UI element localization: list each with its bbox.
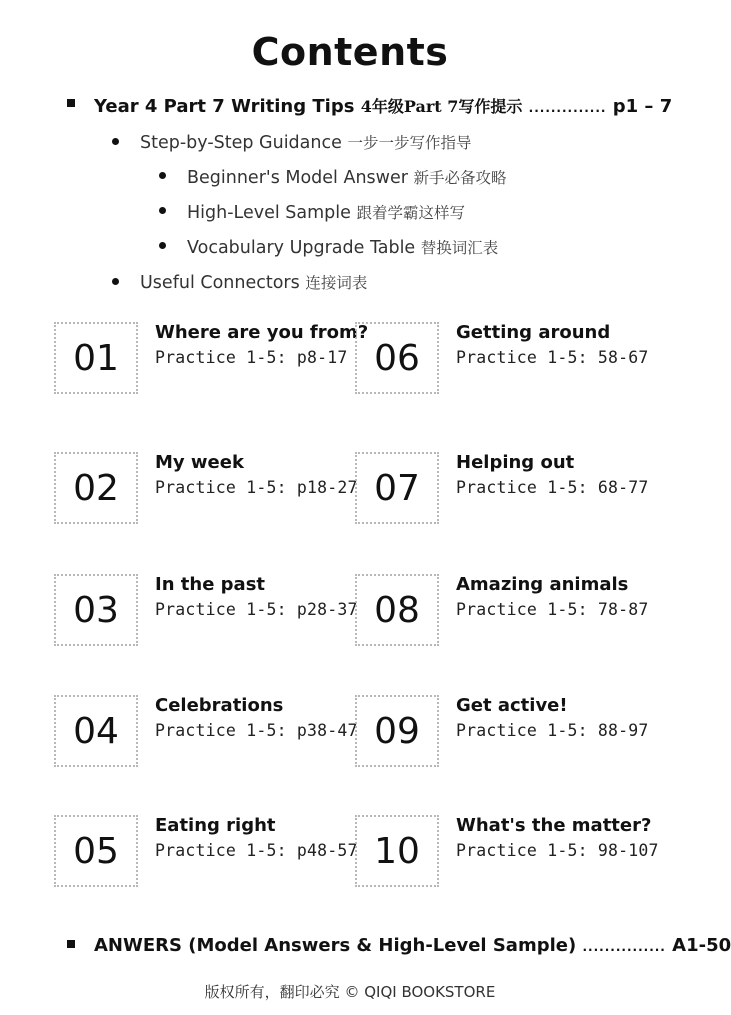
toc-sub1-item-en: High-Level Sample (187, 203, 351, 223)
dot-bullet-icon (112, 138, 119, 145)
dot-bullet-icon (159, 172, 166, 179)
unit-title: What's the matter? (456, 815, 652, 836)
toc-sub1-item-zh: 新手必备攻略 (413, 169, 507, 187)
unit-pages: Practice 1-5: 88-97 (456, 721, 649, 740)
copyright-notice: 版权所有，翻印必究 © QIQI BOOKSTORE (204, 983, 496, 1001)
unit-entry[interactable] (54, 815, 358, 895)
unit-number-box: 02 (54, 452, 138, 524)
unit-entry[interactable] (54, 322, 369, 402)
toc-sub1-item[interactable] (187, 201, 465, 223)
square-bullet-icon (67, 99, 75, 107)
unit-number-box: 10 (355, 815, 439, 887)
unit-number-box: 05 (54, 815, 138, 887)
toc-sub1-item[interactable] (187, 166, 507, 188)
unit-pages: Practice 1-5: p28-37 (155, 600, 358, 619)
unit-title: Celebrations (155, 695, 284, 716)
unit-number-box: 06 (355, 322, 439, 394)
unit-number-box: 03 (54, 574, 138, 646)
unit-title: Get active! (456, 695, 568, 716)
toc-main-entry[interactable] (94, 94, 672, 117)
toc-sub1-item[interactable] (187, 236, 498, 258)
unit-pages: Practice 1-5: p8-17 (155, 348, 348, 367)
unit-title: Eating right (155, 815, 276, 836)
toc-answers-leader: ............... (582, 940, 666, 954)
unit-title: Getting around (456, 322, 611, 343)
toc-sub1-item-en: Vocabulary Upgrade Table (187, 238, 416, 258)
toc-sub1-item-zh: 替换词汇表 (420, 239, 499, 257)
square-bullet-icon (67, 940, 75, 948)
toc-sub2-en: Useful Connectors (140, 273, 300, 293)
toc-sub2-zh: 连接词表 (305, 274, 368, 292)
toc-main-label-zh: 4年级Part 7写作提示 (360, 97, 523, 116)
unit-entry[interactable] (54, 695, 358, 775)
toc-answers-pages: A1-50 (672, 935, 731, 956)
unit-pages: Practice 1-5: p18-27 (155, 478, 358, 497)
unit-number-box: 07 (355, 452, 439, 524)
toc-answers-entry[interactable] (94, 935, 731, 956)
unit-title: Where are you from? (155, 322, 369, 343)
toc-main-label-en: Year 4 Part 7 Writing Tips (94, 96, 355, 117)
unit-entry[interactable] (355, 574, 655, 654)
unit-pages: Practice 1-5: 78-87 (456, 600, 649, 619)
unit-title: In the past (155, 574, 266, 595)
unit-entry[interactable] (355, 815, 659, 895)
dot-bullet-icon (159, 242, 166, 249)
page-title: Contents (251, 30, 449, 74)
toc-main-leader: .............. (528, 101, 607, 115)
toc-sub1-item-zh: 跟着学霸这样写 (356, 204, 466, 222)
unit-title: My week (155, 452, 244, 473)
dot-bullet-icon (112, 278, 119, 285)
unit-pages: Practice 1-5: 58-67 (456, 348, 649, 367)
toc-sub1[interactable] (140, 131, 471, 153)
toc-sub1-en: Step-by-Step Guidance (140, 133, 342, 153)
unit-entry[interactable] (54, 452, 358, 532)
toc-main-pages: p1 – 7 (612, 96, 673, 117)
toc-sub2[interactable] (140, 271, 367, 293)
toc-sub1-item-en: Beginner's Model Answer (187, 168, 408, 188)
unit-number-box: 01 (54, 322, 138, 394)
dot-bullet-icon (159, 207, 166, 214)
unit-entry[interactable] (355, 695, 655, 775)
unit-pages: Practice 1-5: 68-77 (456, 478, 649, 497)
unit-pages: Practice 1-5: p38-47 (155, 721, 358, 740)
toc-answers-label: ANWERS (Model Answers & High-Level Sample) (94, 935, 577, 956)
unit-title: Helping out (456, 452, 575, 473)
unit-entry[interactable] (355, 322, 655, 402)
unit-pages: Practice 1-5: 98-107 (456, 841, 659, 860)
unit-title: Amazing animals (456, 574, 629, 595)
unit-number-box: 08 (355, 574, 439, 646)
toc-sub1-zh: 一步一步写作指导 (347, 134, 472, 152)
unit-pages: Practice 1-5: p48-57 (155, 841, 358, 860)
unit-entry[interactable] (54, 574, 358, 654)
unit-entry[interactable] (355, 452, 655, 532)
unit-number-box: 04 (54, 695, 138, 767)
unit-number-box: 09 (355, 695, 439, 767)
